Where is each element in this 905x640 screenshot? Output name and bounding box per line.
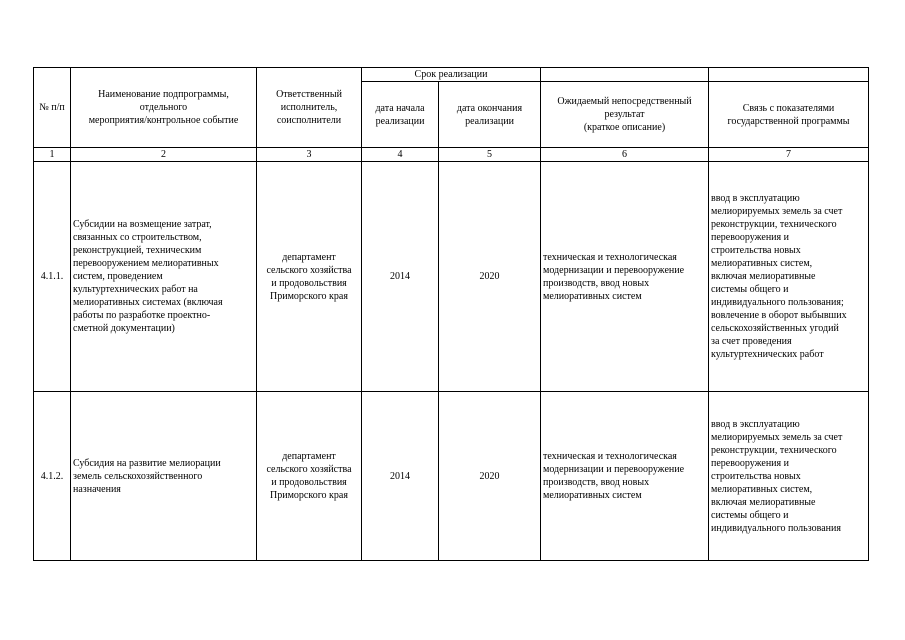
column-number: 2 bbox=[71, 148, 257, 162]
row-name: Субсидия на развитие мелиорации земель сельскохозяйственного назначения bbox=[71, 392, 257, 561]
row-number: 4.1.1. bbox=[34, 162, 71, 392]
row-number: 4.1.2. bbox=[34, 392, 71, 561]
table-row bbox=[34, 162, 869, 392]
column-number: 5 bbox=[439, 148, 541, 162]
header-col-name: Наименование подпрограммы, отдельного мероприятия/контрольное событие bbox=[71, 68, 257, 148]
row-end: 2020 bbox=[439, 162, 541, 392]
row-end: 2020 bbox=[439, 392, 541, 561]
column-number: 4 bbox=[362, 148, 439, 162]
row-executor: департамент сельского хозяйства и продовольствия Приморского края bbox=[257, 392, 362, 561]
column-number: 7 bbox=[709, 148, 869, 162]
column-number: 6 bbox=[541, 148, 709, 162]
row-start: 2014 bbox=[362, 392, 439, 561]
header-col-start: дата начала реализации bbox=[362, 82, 439, 148]
column-number-row bbox=[34, 148, 869, 162]
header-col-link: Связь с показателями государственной программы bbox=[709, 82, 869, 148]
row-link: ввод в эксплуатацию мелиорируемых земель за счет реконструкции, технического перевооружения и строительства новых мелиоративных систем, включая мелиоративные системы общего и индивидуального пользования; вовлечение в оборот выбывших сельскохозяйственных угодий за счет проведения культуртехнических работ bbox=[709, 162, 869, 392]
row-link: ввод в эксплуатацию мелиорируемых земель за счет реконструкции, технического перевооружения и строительства новых мелиоративных систем, включая мелиоративные системы общего и индивидуального пользования bbox=[709, 392, 869, 561]
program-table bbox=[33, 67, 869, 561]
header-col-result: Ожидаемый непосредственный результат (краткое описание) bbox=[541, 82, 709, 148]
header-col-end: дата окончания реализации bbox=[439, 82, 541, 148]
row-name: Субсидии на возмещение затрат, связанных со строительством, реконструкцией, техническим перевооружением мелиоративных систем, проведением культуртехнических работ на мелиоративных системах (включая работы по разработке проектно- сметной документации) bbox=[71, 162, 257, 392]
header-result-empty bbox=[541, 68, 709, 82]
row-result: техническая и технологическая модернизации и перевооружение производств, ввод новых мелиоративных систем bbox=[541, 392, 709, 561]
row-start: 2014 bbox=[362, 162, 439, 392]
header-link-empty bbox=[709, 68, 869, 82]
header-col-executor: Ответственный исполнитель, соисполнители bbox=[257, 68, 362, 148]
header-col-num: № п/п bbox=[34, 68, 71, 148]
row-result: техническая и технологическая модернизации и перевооружение производств, ввод новых мелиоративных систем bbox=[541, 162, 709, 392]
column-number: 3 bbox=[257, 148, 362, 162]
row-executor: департамент сельского хозяйства и продовольствия Приморского края bbox=[257, 162, 362, 392]
table-row bbox=[34, 392, 869, 561]
column-number: 1 bbox=[34, 148, 71, 162]
header-srok-group: Срок реализации bbox=[362, 68, 541, 82]
